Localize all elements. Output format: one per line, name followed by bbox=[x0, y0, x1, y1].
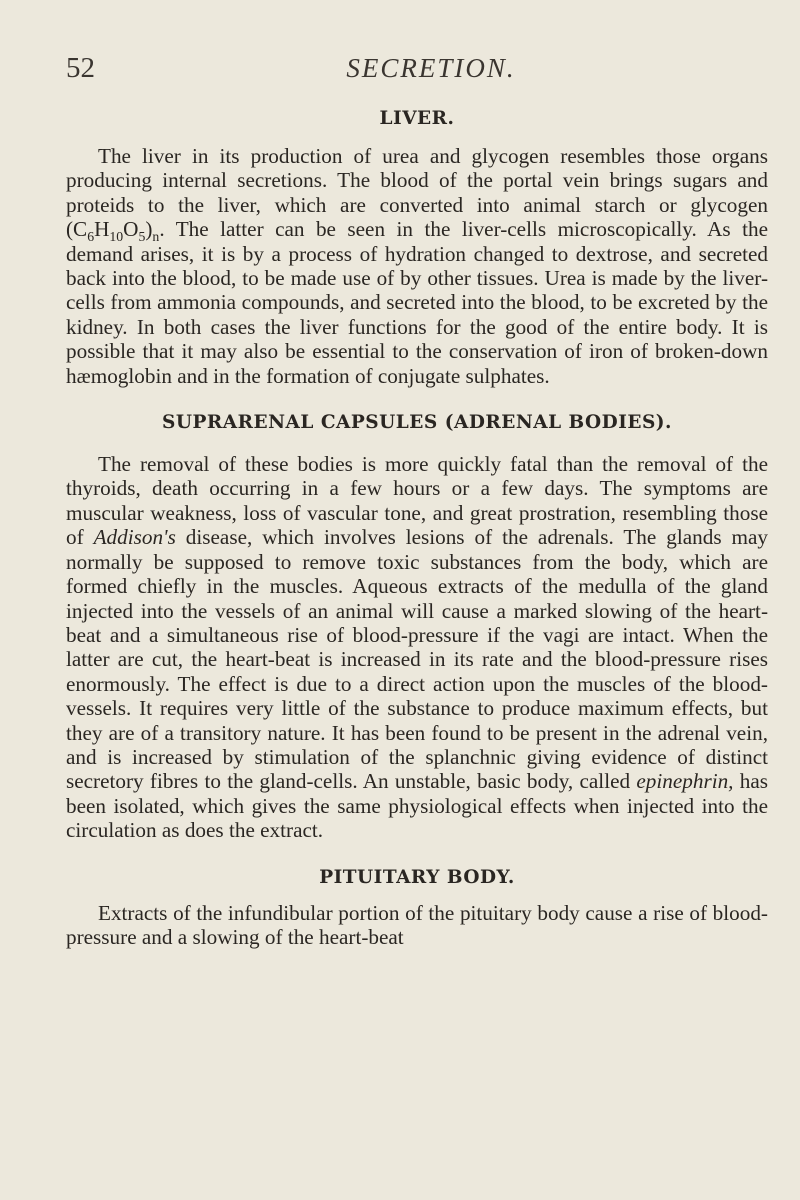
liver-text-c: O bbox=[123, 217, 139, 242]
epinephrin-italic: epinephrin, bbox=[636, 769, 734, 794]
section-heading-liver: LIVER. bbox=[379, 108, 455, 129]
subscript-10: 10 bbox=[109, 229, 124, 245]
liver-text-d: ) bbox=[145, 217, 153, 242]
suprarenal-text-b: disease, which involves lesions of the adrenals. The glands may normally be supposed to remove toxic substances from the body, which are formed chiefly in the muscles. Aqueous extracts of the medulla of the gland injected into the vessels of an animal will cause a marked slowing of the heart-beat and a simultaneous rise of blood-pressure if the vagi are intact. When the latter are cut, the heart-beat is increased in its rate and the blood-pressure rises enormously. The effect is due to a direct action upon the muscles of the blood-vessels. It requires very little of the substance to produce maximum effects, but they are of a transitory nature. It has been found to be present in the adrenal vein, and is increased by stimulation of the splanchnic giving evidence of distinct secretory fibres to the gland-cells. An unstable, basic body, called bbox=[66, 525, 768, 794]
addisons-italic: Addison's bbox=[93, 525, 176, 550]
subscript-n: n bbox=[152, 229, 160, 245]
page-header bbox=[66, 52, 766, 88]
page-body bbox=[66, 106, 768, 949]
section-heading-pituitary: PITUITARY BODY. bbox=[319, 866, 515, 888]
running-title: SECRETION. bbox=[346, 53, 516, 83]
liver-text-b: H bbox=[94, 217, 110, 242]
pituitary-paragraph: Extracts of the infundibular portion of the pituitary body cause a rise of blood-pressure and a slowing of the heart-beat bbox=[66, 900, 768, 949]
liver-paragraph bbox=[66, 144, 768, 388]
subscript-5: 5 bbox=[138, 229, 146, 245]
subscript-6: 6 bbox=[87, 229, 95, 245]
page-number: 52 bbox=[66, 52, 95, 84]
suprarenal-paragraph bbox=[66, 452, 768, 843]
section-heading-suprarenal: SUPRARENAL CAPSULES (ADRENAL BODIES). bbox=[162, 412, 672, 434]
liver-text-e: . The latter can be seen in the liver-cells microscopically. As the demand arises, it is by a process of hydration changed to dextrose, and secreted back into the blood, to be made use of by other tissues. Urea is made by the liver-cells from ammonia compounds, and secreted into the blood, to be excreted by the kidney. In both cases the liver functions for the good of the entire body. It is possible that it may also be essential to the conservation of iron of broken-down hæmoglobin and in the formation of conjugate sulphates. bbox=[66, 217, 768, 388]
suprarenal-text-a: The removal of these bodies is more quickly fatal than the removal of the thyroids, death occurring in a few hours or a few days. The symptoms are muscular weakness, loss of vascular tone, and great prostration, resembling those of bbox=[66, 452, 768, 550]
suprarenal-text-c: has been isolated, which gives the same physiological effects when injected into the circulation as does the extract. bbox=[66, 769, 768, 843]
liver-text-a: The liver in its production of urea and glycogen resembles those organs producing internal secretions. The blood of the portal vein brings sugars and proteids to the liver, which are converted into animal starch or glycogen (C bbox=[66, 144, 768, 242]
